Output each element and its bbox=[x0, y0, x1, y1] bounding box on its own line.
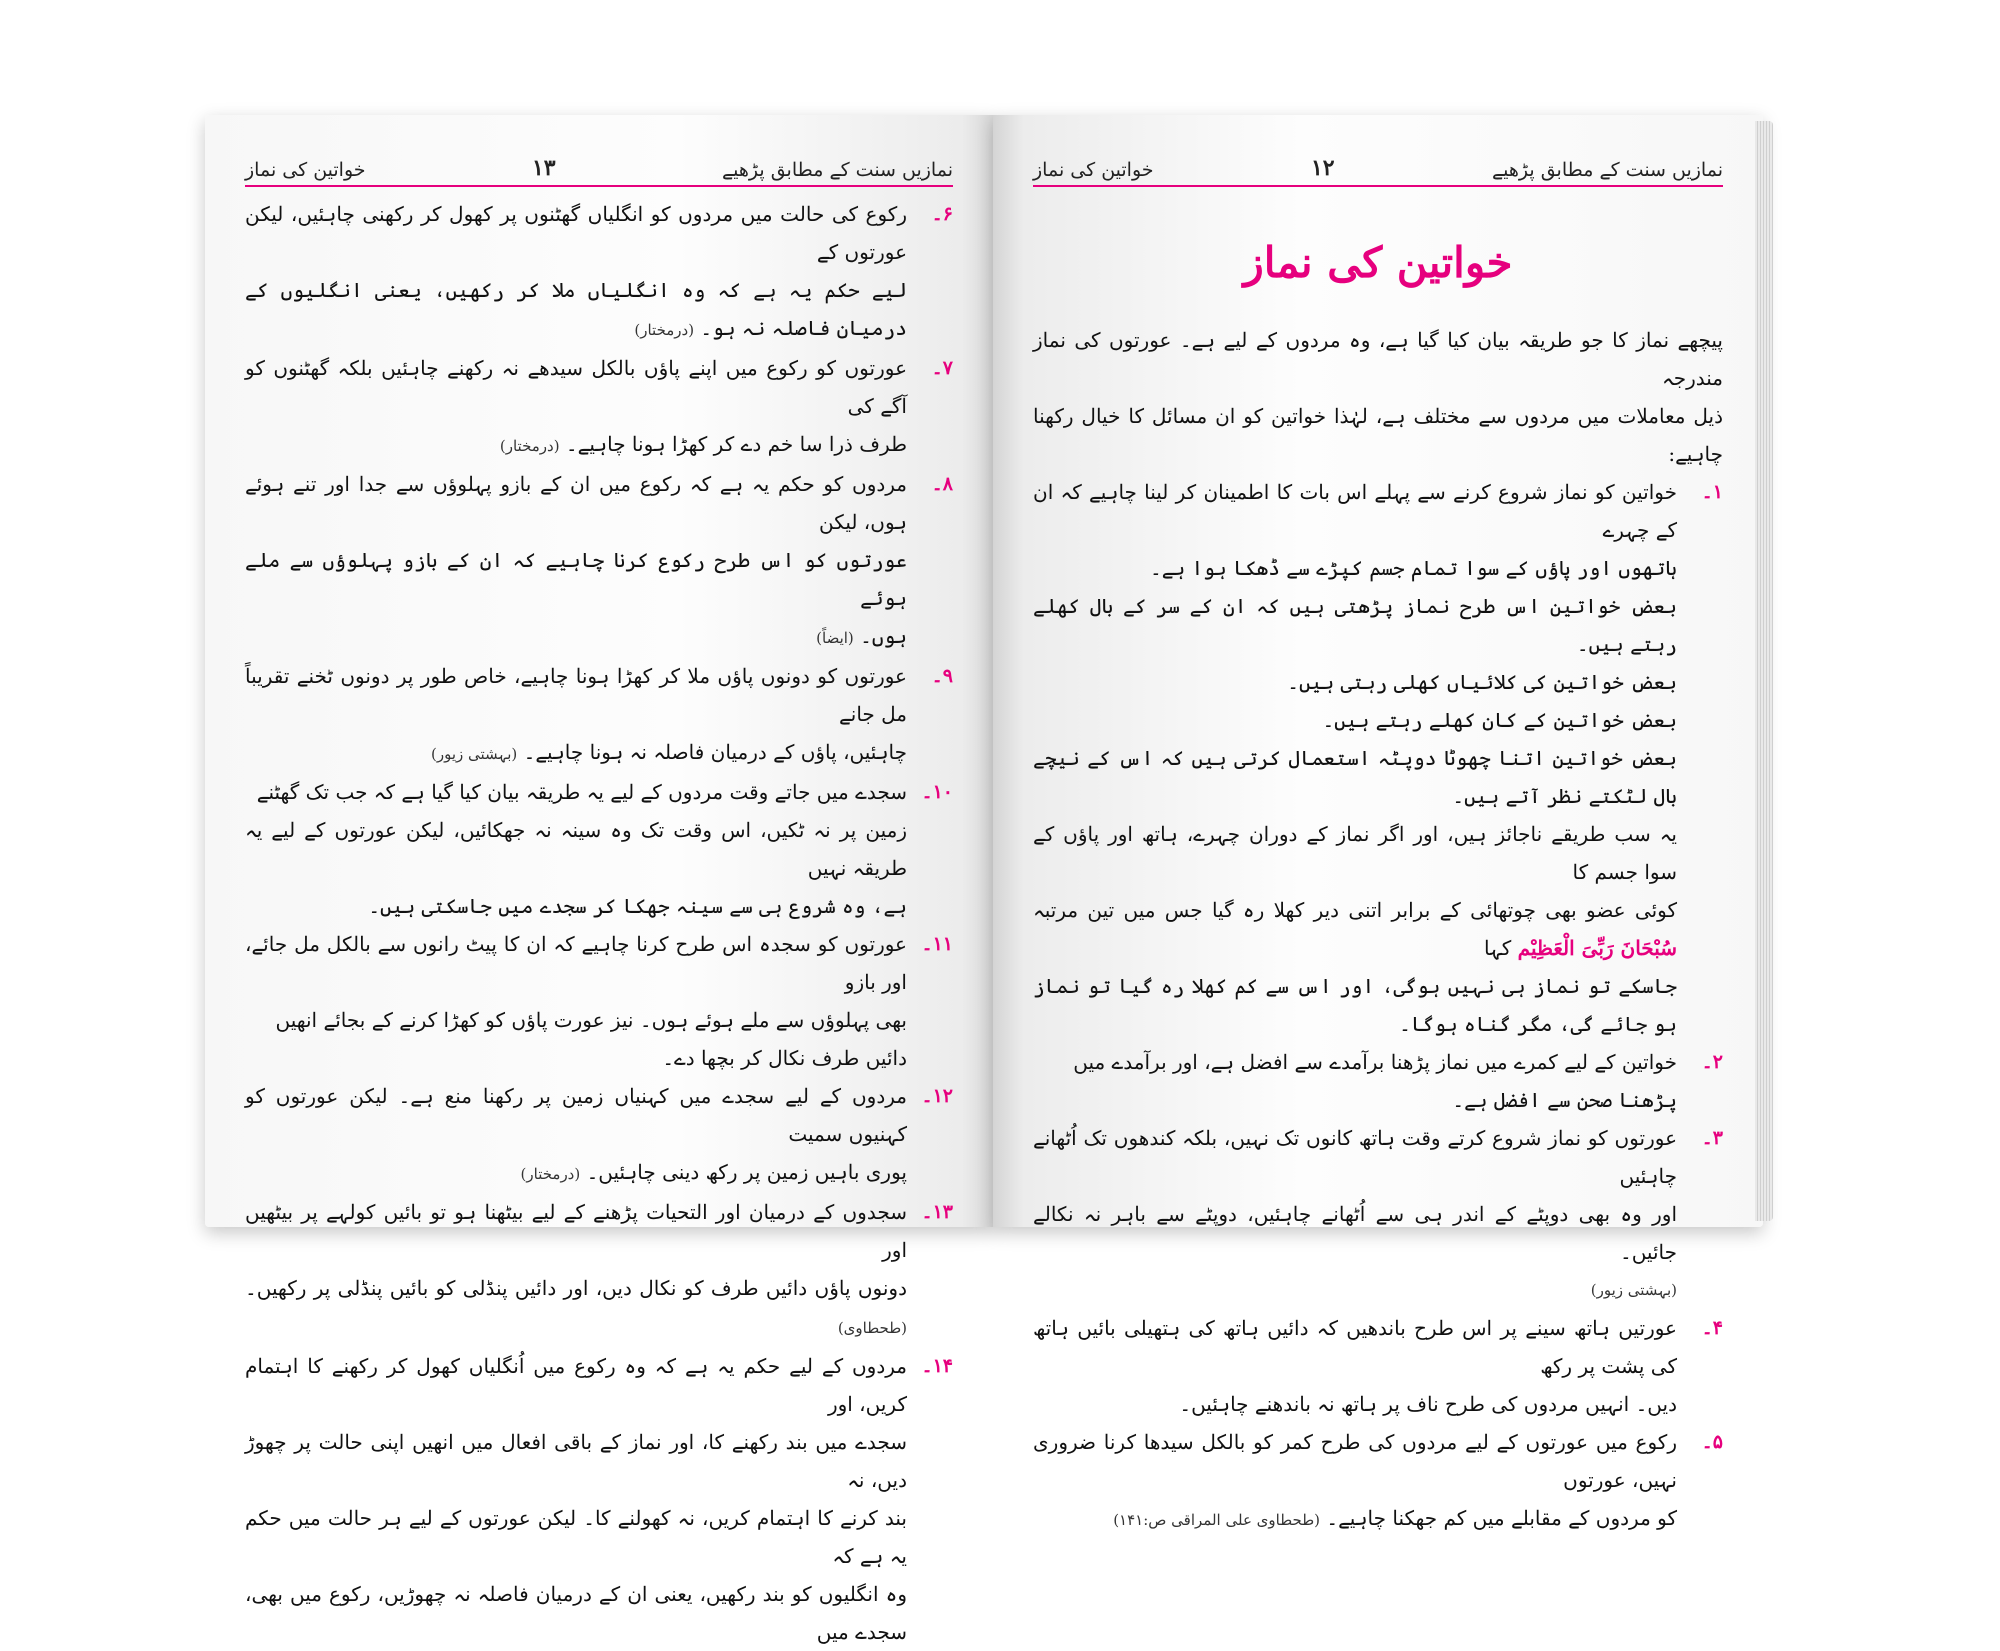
item-number: ۵۔ bbox=[1701, 1431, 1723, 1453]
text-line: عورتوں کو دونوں پاؤں ملا کر کھڑا ہونا چاہیے، خاص طور پر دونوں ٹخنے تقریباً مل جانے bbox=[245, 664, 907, 726]
rule-item bbox=[245, 195, 953, 349]
text-line: مردوں کے لیے سجدے میں کہنیاں زمین پر رکھنا منع ہے۔ لیکن عورتوں کو کہنیوں سمیت bbox=[245, 1084, 907, 1146]
text-line: عورتیں ہاتھ سینے پر اس طرح باندھیں کہ دائیں ہاتھ کی ہتھیلی بائیں ہاتھ کی پشت پر رکھ bbox=[1033, 1316, 1677, 1378]
reference: (درمختار) bbox=[520, 1165, 581, 1183]
rule-item bbox=[245, 1193, 953, 1347]
rule-item bbox=[245, 1077, 953, 1193]
text-line: مردوں کو حکم یہ ہے کہ رکوع میں ان کے بازو پہلوؤں سے جدا اور تنے ہوئے ہوں، لیکن bbox=[245, 472, 907, 534]
text-line: بھی پہلوؤں سے ملے ہوئے ہوں۔ نیز عورت پاؤں کو کھڑا کرنے کے بجائے انھیں bbox=[275, 1008, 907, 1032]
text-line: مردوں کے لیے حکم یہ ہے کہ وہ رکوع میں اُنگلیاں کھول کر رکھنے کا اہتمام کریں، اور bbox=[245, 1354, 907, 1416]
left-page-body bbox=[245, 195, 953, 1644]
reference: (بہشتی زیور) bbox=[1590, 1281, 1677, 1299]
item-number: ۶۔ bbox=[931, 203, 953, 225]
chapter-title: خواتین کی نماز bbox=[1243, 238, 1513, 287]
rule-item bbox=[245, 925, 953, 1077]
text-line: عورتوں کو سجدہ اس طرح کرنا چاہیے کہ ان کا پیٹ رانوں سے بالکل مل جائے، اور بازو bbox=[245, 932, 907, 994]
text-line: سجدوں کے درمیان اور التحیات پڑھنے کے لیے بیٹھنا ہو تو بائیں کولہے پر بیٹھیں اور bbox=[245, 1200, 907, 1262]
text-line: پوری باہیں زمین پر رکھ دینی چاہئیں۔ (درمختار) bbox=[520, 1160, 907, 1184]
text-line: بعض خواتین کے کان کھلے رہتے ہیں۔ bbox=[1322, 708, 1677, 732]
item-number: ۱۳۔ bbox=[921, 1201, 953, 1223]
text-line: خواتین کو نماز شروع کرنے سے پہلے اس بات کا اطمینان کر لینا چاہیے کہ ان کے چہرے bbox=[1033, 480, 1677, 542]
tasbih-phrase: سُبْحَانَ رَبِّیَ الْعَظِیْم bbox=[1517, 936, 1677, 960]
text-line: ہے، وہ شروع ہی سے سینہ جھکا کر سجدے میں جاسکتی ہیں۔ bbox=[368, 894, 907, 918]
text-line: بعض خواتین اس طرح نماز پڑھتی ہیں کہ ان کے سر کے بال کھلے رہتے ہیں۔ bbox=[1033, 594, 1677, 656]
item-number: ۷۔ bbox=[931, 357, 953, 379]
left-page-header bbox=[245, 145, 953, 187]
right-page bbox=[993, 115, 1763, 1530]
text-line: دیں۔ انہیں مردوں کی طرح ناف پر ہاتھ نہ باندھنے چاہئیں۔ bbox=[1179, 1392, 1677, 1416]
item-number: ۸۔ bbox=[931, 473, 953, 495]
text-line: خواتین کے لیے کمرے میں نماز پڑھنا برآمدے سے افضل ہے، اور برآمدے میں bbox=[1073, 1050, 1677, 1074]
text-line: کو مردوں کے مقابلے میں کم جھکنا چاہیے۔ (طحطاوی علی المراقی ص:۱۴۱) bbox=[1113, 1506, 1677, 1530]
reference: (درمختار) bbox=[499, 437, 560, 455]
text-line: یہ سب طریقے ناجائز ہیں، اور اگر نماز کے دوران چہرے، ہاتھ اور پاؤں کے سوا جسم کا bbox=[1033, 822, 1677, 884]
rule-item bbox=[1033, 1043, 1723, 1119]
item-number: ۴۔ bbox=[1701, 1317, 1723, 1339]
text-line: چاہئیں، پاؤں کے درمیان فاصلہ نہ ہونا چاہیے۔ (بہشتی زیور) bbox=[430, 740, 907, 764]
item-number: ۲۔ bbox=[1701, 1051, 1723, 1073]
item-number: ۱۔ bbox=[1701, 481, 1723, 503]
page-number: ۱۲ bbox=[1310, 155, 1335, 181]
text-line: سجدے میں جاتے وقت مردوں کے لیے یہ طریقہ بیان کیا گیا ہے کہ جب تک گھٹنے bbox=[256, 780, 907, 804]
reference: (طحطاوی علی المراقی ص:۱۴۱) bbox=[1113, 1511, 1320, 1529]
text-line: زمین پر نہ ٹکیں، اس وقت تک وہ سینہ نہ جھکائیں، لیکن عورتوں کے لیے یہ طریقہ نہیں bbox=[245, 818, 907, 880]
text-line: بعض خواتین کی کلائیاں کھلی رہتی ہیں۔ bbox=[1287, 670, 1677, 694]
text-line: بند کرنے کا اہتمام کریں، نہ کھولنے کا۔ لیکن عورتوں کے لیے ہر حالت میں حکم یہ ہے کہ bbox=[245, 1506, 907, 1568]
running-book-title: نمازیں سنت کے مطابق پڑھیے bbox=[722, 159, 953, 181]
open-book bbox=[205, 115, 1790, 1644]
rule-item bbox=[1033, 1309, 1723, 1423]
text-line: عورتوں کو نماز شروع کرتے وقت ہاتھ کانوں تک نہیں، بلکہ کندھوں تک اُٹھانے چاہئیں bbox=[1033, 1126, 1677, 1188]
item-number: ۱۴۔ bbox=[921, 1355, 953, 1377]
item-number: ۱۱۔ bbox=[921, 933, 953, 955]
rule-item bbox=[1033, 1423, 1723, 1539]
note-paragraph bbox=[1033, 815, 1723, 1043]
rule-item bbox=[1033, 1119, 1723, 1309]
rule-item bbox=[245, 1347, 953, 1651]
rule-item bbox=[245, 465, 953, 657]
text-line: پڑھنا صحن سے افضل ہے۔ bbox=[1452, 1088, 1677, 1112]
left-page bbox=[205, 115, 993, 1644]
text-line: رکوع کی حالت میں مردوں کو انگلیاں گھٹنوں پر کھول کر رکھنی چاہئیں، لیکن عورتوں کے bbox=[245, 202, 907, 264]
page-stack-edge bbox=[1755, 121, 1773, 1221]
text-line: دونوں پاؤں دائیں طرف کو نکال دیں، اور دائیں پنڈلی کو بائیں پنڈلی پر رکھیں۔ (طحطاوی) bbox=[245, 1276, 907, 1337]
text-line: دائیں طرف نکال کر بچھا دے۔ bbox=[662, 1046, 907, 1070]
text-line: طرف ذرا سا خم دے کر کھڑا ہونا چاہیے۔ (درمختار) bbox=[499, 432, 907, 456]
item-number: ۱۲۔ bbox=[921, 1085, 953, 1107]
right-page-body bbox=[1033, 195, 1723, 1530]
item-number: ۱۰۔ bbox=[921, 781, 953, 803]
item-number: ۹۔ bbox=[931, 665, 953, 687]
running-chapter-title: خواتین کی نماز bbox=[245, 159, 366, 181]
rule-item bbox=[245, 657, 953, 773]
right-page-header bbox=[1033, 145, 1723, 187]
reference: (بہشتی زیور) bbox=[430, 745, 518, 763]
text-line: ہاتھوں اور پاؤں کے سوا تمام جسم کپڑے سے ڈھکا ہوا ہے۔ bbox=[1150, 556, 1677, 580]
text-line: عورتوں کو اس طرح رکوع کرنا چاہیے کہ ان کے بازو پہلوؤں سے ملے ہوئے bbox=[245, 548, 907, 610]
reference: (ایضاً) bbox=[816, 629, 854, 647]
text-line: رکوع میں عورتوں کے لیے مردوں کی طرح کمر کو بالکل سیدھا کرنا ضروری نہیں، عورتوں bbox=[1033, 1430, 1677, 1492]
text-line: لیے حکم یہ ہے کہ وہ انگلیاں ملا کر رکھیں، یعنی انگلیوں کے درمیان فاصلہ نہ ہو۔ (درمختار) bbox=[245, 278, 907, 340]
text-line: ہوں۔ (ایضاً) bbox=[816, 624, 907, 648]
text-line: سجدے میں بند رکھنے کا، اور نماز کے باقی افعال میں انھیں اپنی حالت پر چھوڑ دیں، نہ bbox=[245, 1430, 907, 1492]
reference: (طحطاوی) bbox=[837, 1319, 907, 1337]
running-chapter-title: خواتین کی نماز bbox=[1033, 159, 1154, 181]
rule-item bbox=[245, 773, 953, 925]
text-line: اور وہ بھی دوپٹے کے اندر ہی سے اُٹھانے چاہئیں، دوپٹے سے باہر نہ نکالے جائیں۔ bbox=[1033, 1202, 1677, 1264]
page-number: ۱۳ bbox=[531, 155, 556, 181]
rule-item bbox=[1033, 473, 1723, 815]
reference: (درمختار) bbox=[634, 321, 695, 339]
text-line: وہ انگلیوں کو بند رکھیں، یعنی ان کے درمیان فاصلہ نہ چھوڑیں، رکوع میں بھی، سجدے میں bbox=[245, 1582, 907, 1644]
text-line: عورتوں کو رکوع میں اپنے پاؤں بالکل سیدھے نہ رکھنے چاہئیں بلکہ گھٹنوں کو آگے کی bbox=[245, 356, 907, 418]
running-book-title: نمازیں سنت کے مطابق پڑھیے bbox=[1492, 159, 1723, 181]
intro-line: پیچھے نماز کا جو طریقہ بیان کیا گیا ہے، وہ مردوں کے لیے ہے۔ عورتوں کی نماز مندرجہ bbox=[1033, 328, 1723, 390]
text-line: بعض خواتین اتنا چھوٹا دوپٹہ استعمال کرتی ہیں کہ اس کے نیچے بال لٹکتے نظر آتے ہیں۔ bbox=[1033, 746, 1677, 808]
item-number: ۳۔ bbox=[1701, 1127, 1723, 1149]
text-line: جاسکے تو نماز ہی نہیں ہوگی، اور اس سے کم کھلا رہ گیا تو نماز ہو جائے گی، مگر گناہ ہوگا۔ bbox=[1033, 974, 1677, 1036]
intro-line: ذیل معاملات میں مردوں سے مختلف ہے، لہٰذا خواتین کو ان مسائل کا خیال رکھنا چاہیے: bbox=[1033, 404, 1723, 466]
text-line: کوئی عضو بھی چوتھائی کے برابر اتنی دیر کھلا رہ گیا جس میں تین مرتبہ سُبْحَانَ رَبِّیَ الْعَظِیْم کہا bbox=[1033, 898, 1677, 960]
rule-item bbox=[245, 349, 953, 465]
